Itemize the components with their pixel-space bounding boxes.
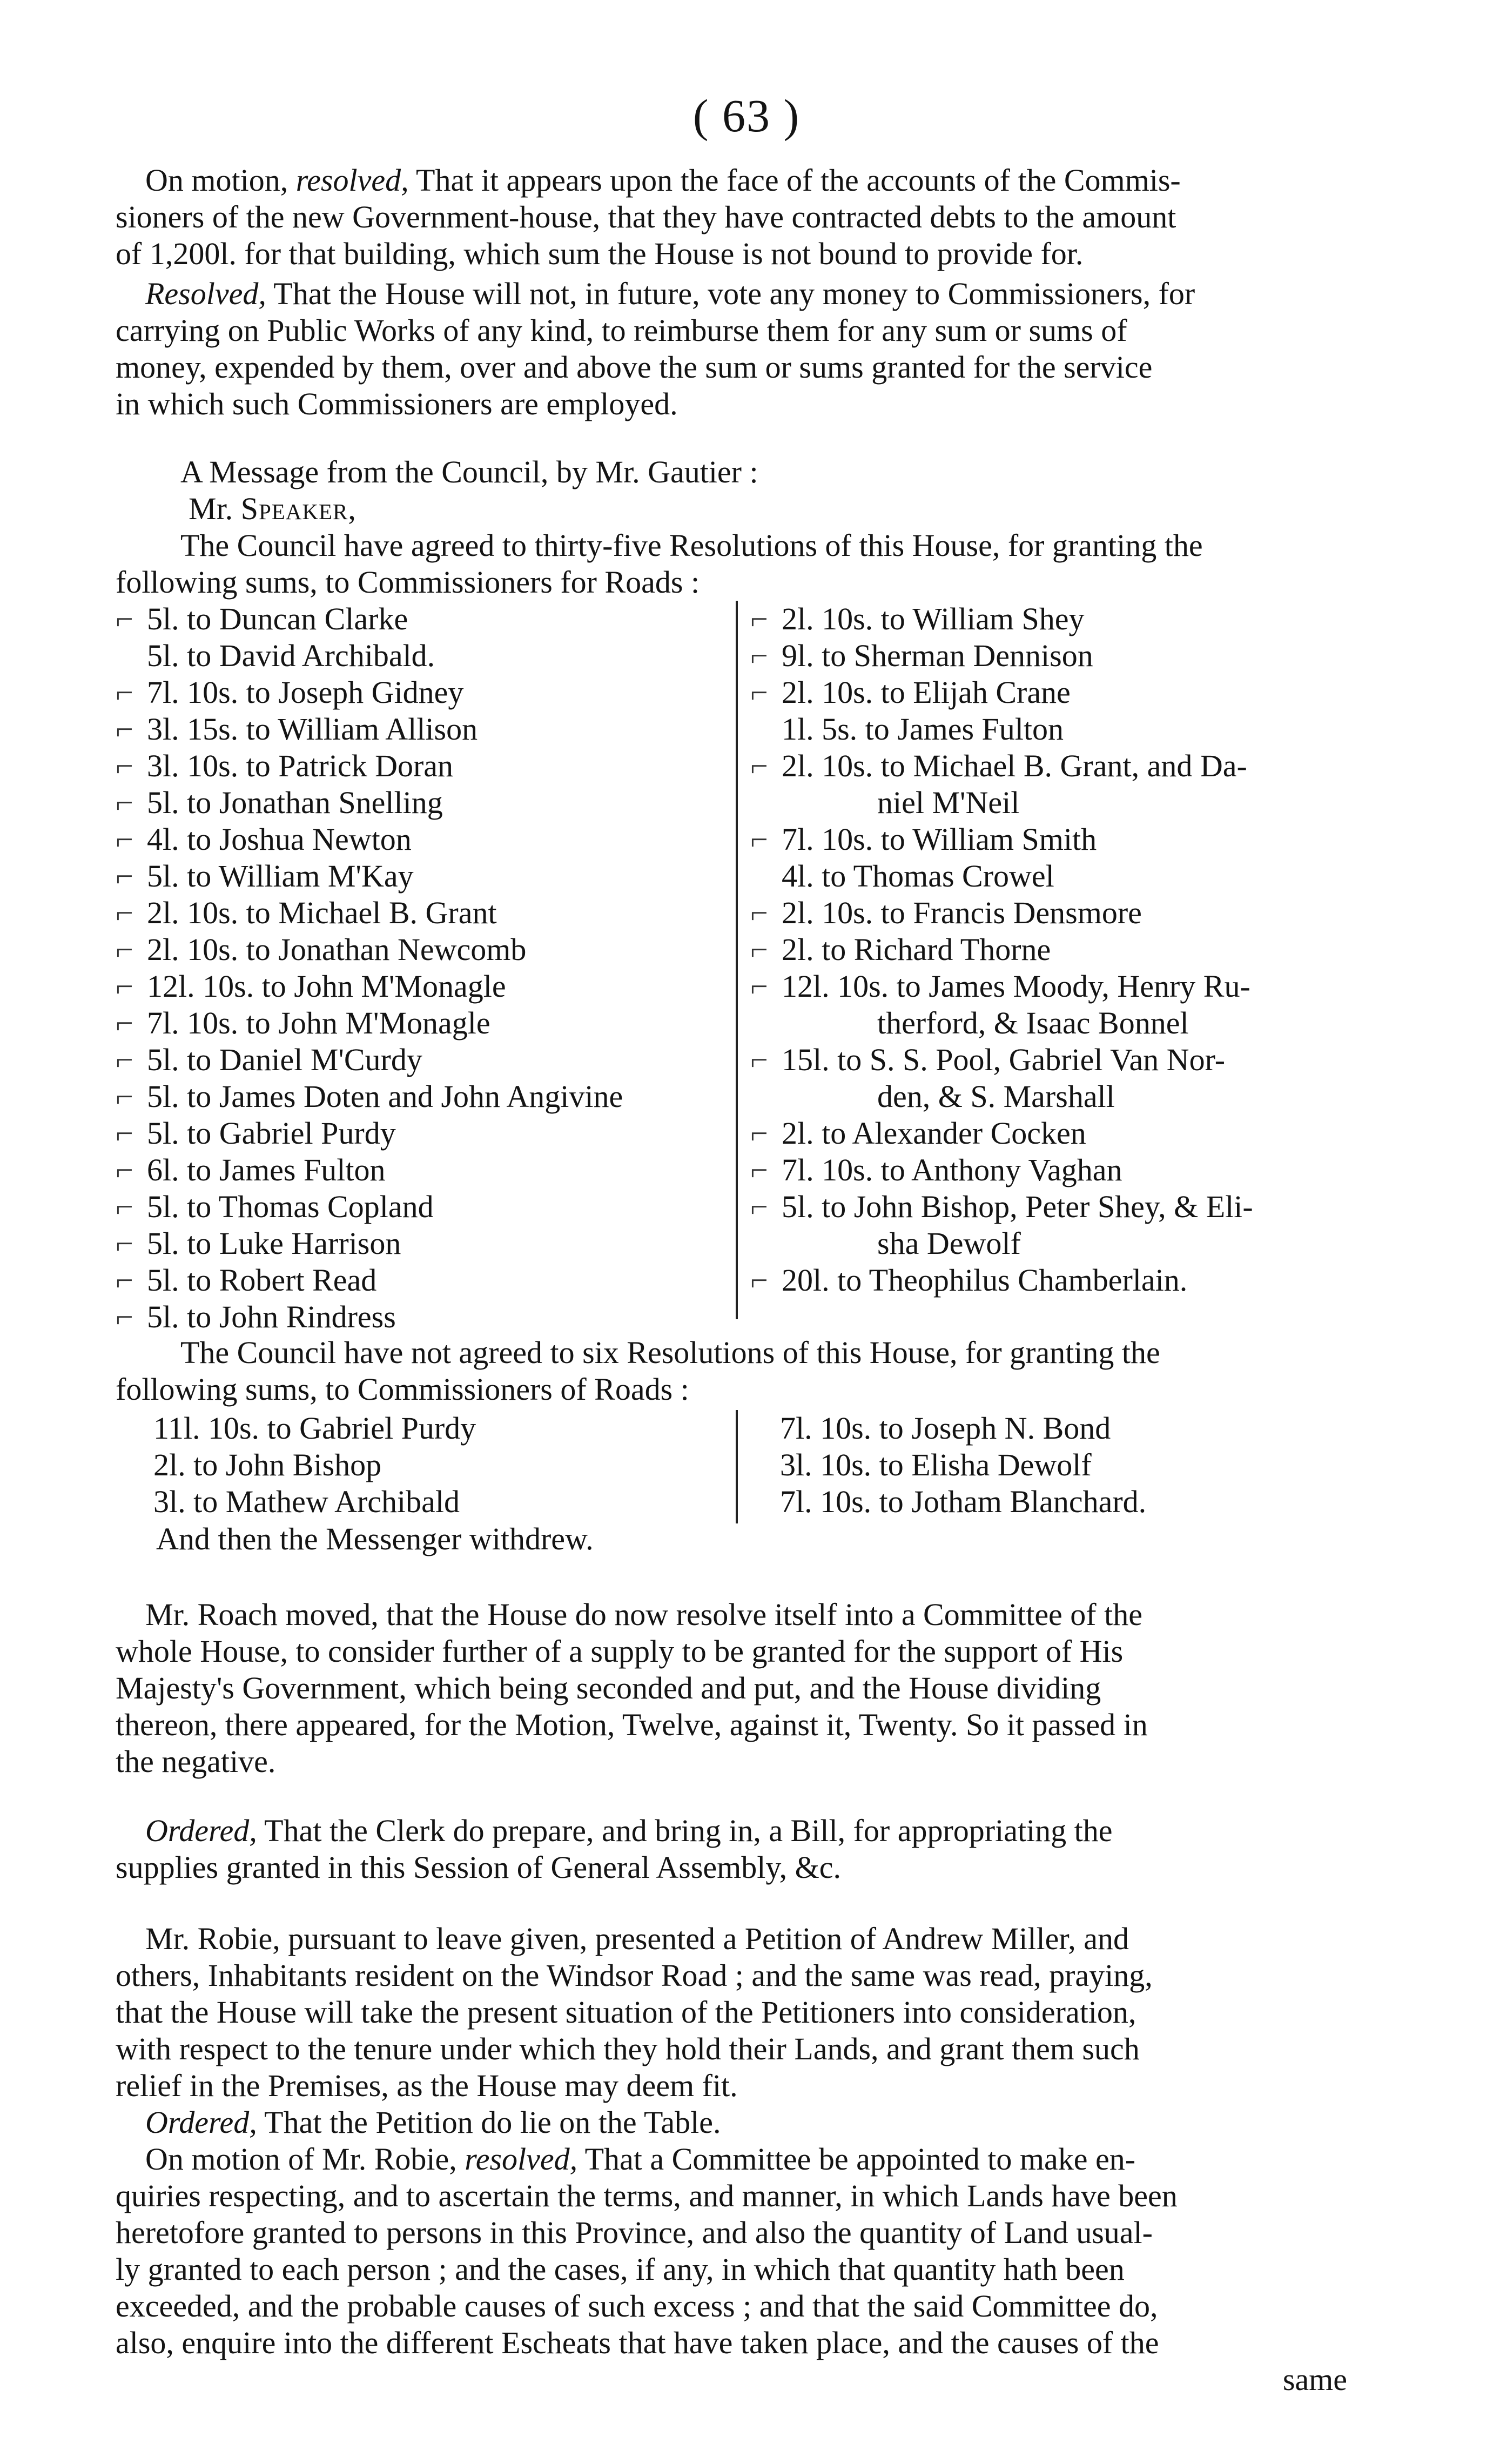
not-agreed-entry: 3l. to Mathew Archibald <box>153 1484 460 1519</box>
agreed-entry <box>116 711 726 748</box>
p2-line: That the House will not, in future, vote any money to Commissioners, for <box>266 276 1195 311</box>
clerk-line: That the Clerk do prepare, and bring in, a Bill, for appropriating the <box>257 1813 1113 1848</box>
tick-mark-icon: ⌐ <box>116 1189 133 1224</box>
not-agreed-entry: 7l. 10s. to Joseph N. Bond <box>780 1411 1111 1446</box>
agreed-entry <box>116 1262 726 1299</box>
tick-mark-icon: ⌐ <box>116 895 133 930</box>
messenger-withdrew <box>116 1521 1358 1557</box>
agreed-entry-text: 5l. to Jonathan Snelling <box>147 785 443 820</box>
agreed-entry <box>750 1115 1358 1152</box>
clerk-ordered: Ordered, <box>145 1813 257 1848</box>
paragraph-clerk-order <box>116 1812 1358 1886</box>
not-agreed-entry: 3l. 10s. to Elisha Dewolf <box>780 1447 1092 1482</box>
table-ordered: Ordered, <box>145 2105 257 2140</box>
table-line: That the Petition do lie on the Table. <box>257 2105 721 2140</box>
tick-mark-icon: ⌐ <box>116 822 133 857</box>
tick-mark-icon: ⌐ <box>116 1263 133 1298</box>
agreed-entry-text: 5l. to William M'Kay <box>147 858 414 894</box>
agreed-entry-text: 9l. to Sherman Dennison <box>782 638 1093 673</box>
agreed-entry-text: den, & S. Marshall <box>877 1079 1115 1114</box>
page-number: ( 63 ) <box>692 90 801 142</box>
p1-line: That it appears upon the face of the accounts of the Commis- <box>408 163 1181 198</box>
p1-resolved: resolved, <box>295 163 409 198</box>
roach-line: Majesty's Government, which being seconded and put, and the House dividing <box>116 1670 1101 1706</box>
motion-resolved: resolved, <box>465 2141 578 2177</box>
agreed-entry-text: 3l. 10s. to Patrick Doran <box>147 748 454 783</box>
paragraph-robie-motion <box>116 2141 1358 2398</box>
agreed-entry-text: 2l. 10s. to Elijah Crane <box>782 675 1071 710</box>
roach-line: Mr. Roach moved, that the House do now resolve itself into a Committee of the <box>145 1597 1142 1632</box>
robie-line: others, Inhabitants resident on the Windsor Road ; and the same was read, praying, <box>116 1958 1153 1993</box>
agreed-entry <box>750 601 1358 637</box>
agreed-entry <box>750 637 1358 674</box>
tick-mark-icon: ⌐ <box>750 895 768 930</box>
tick-mark-icon: ⌐ <box>750 822 768 857</box>
paragraph-roach-motion <box>116 1596 1358 1780</box>
agreed-intro-line: The Council have agreed to thirty-five Resolutions of this House, for granting the <box>180 528 1203 563</box>
agreed-entry <box>116 1042 726 1078</box>
motion-line: That a Committee be appointed to make en- <box>577 2141 1136 2177</box>
agreed-entry <box>116 1152 726 1189</box>
agreed-entry <box>116 637 726 674</box>
agreed-entry <box>116 858 726 895</box>
not-agreed-entry: 11l. 10s. to Gabriel Purdy <box>153 1411 476 1446</box>
agreed-entry <box>750 784 1358 821</box>
agreed-entry-text: 7l. 10s. to William Smith <box>782 822 1097 857</box>
paragraph-resolved-public-works <box>116 276 1358 422</box>
agreed-left-column <box>116 601 726 1335</box>
roach-line: the negative. <box>116 1744 276 1779</box>
speaker-address: Speaker, <box>240 491 357 526</box>
agreed-entry <box>116 1189 726 1225</box>
tick-mark-icon: ⌐ <box>116 1116 133 1151</box>
agreed-entry-text: 5l. to James Doten and John Angivine <box>147 1079 623 1114</box>
motion-line: also, enquire into the different Escheats that have taken place, and the causes of the <box>116 2325 1159 2360</box>
tick-mark-icon: ⌐ <box>116 711 133 747</box>
catchword: same <box>1282 2362 1347 2397</box>
agreed-entry-text: 2l. to Alexander Cocken <box>782 1116 1086 1151</box>
agreed-entry <box>116 748 726 784</box>
tick-mark-icon: ⌐ <box>116 969 133 1004</box>
agreed-entry <box>750 1005 1358 1042</box>
withdrew-line: And then the Messenger withdrew. <box>156 1521 594 1556</box>
agreed-entry <box>750 931 1358 968</box>
agreed-entry-text: 7l. 10s. to John M'Monagle <box>147 1005 490 1040</box>
tick-mark-icon: ⌐ <box>750 932 768 967</box>
tick-mark-icon: ⌐ <box>750 1189 768 1224</box>
agreed-entry-text: 7l. 10s. to Anthony Vaghan <box>782 1152 1122 1187</box>
not-agreed-entry: 2l. to John Bishop <box>153 1447 382 1482</box>
agreed-entry <box>116 968 726 1005</box>
tick-mark-icon: ⌐ <box>116 1005 133 1040</box>
agreed-entry <box>750 858 1358 895</box>
motion-line: exceeded, and the probable causes of such excess ; and that the said Committee do, <box>116 2288 1158 2324</box>
roach-line: whole House, to consider further of a supply to be granted for the support of His <box>116 1634 1124 1669</box>
agreed-entry-text: 1l. 5s. to James Fulton <box>782 711 1064 747</box>
motion-line: ly granted to each person ; and the cases, if any, in which that quantity hath been <box>116 2252 1125 2287</box>
not-agreed-intro <box>116 1334 1358 1408</box>
agreed-entry-text: 3l. 15s. to William Allison <box>147 711 478 747</box>
agreed-entry-text: 6l. to James Fulton <box>147 1152 386 1187</box>
tick-mark-icon: ⌐ <box>750 1042 768 1077</box>
agreed-entry <box>750 1262 1358 1299</box>
agreed-entry-text: 2l. to Richard Thorne <box>782 932 1051 967</box>
agreed-entry <box>750 1189 1358 1225</box>
agreed-entry-text: 2l. 10s. to Michael B. Grant, and Da- <box>782 748 1247 783</box>
tick-mark-icon: ⌐ <box>750 748 768 783</box>
agreed-entry <box>750 1152 1358 1189</box>
agreed-entry-text: 4l. to Joshua Newton <box>147 822 412 857</box>
robie-line: Mr. Robie, pursuant to leave given, presented a Petition of Andrew Miller, and <box>145 1921 1129 1956</box>
agreed-entry-text: 12l. 10s. to James Moody, Henry Ru- <box>782 969 1250 1004</box>
agreed-entry <box>116 1005 726 1042</box>
agreed-entry-text: 2l. 10s. to Francis Densmore <box>782 895 1142 930</box>
agreed-entry <box>750 1042 1358 1078</box>
tick-mark-icon: ⌐ <box>750 1152 768 1187</box>
p1-line: of 1,200l. for that building, which sum the House is not bound to provide for. <box>116 236 1084 271</box>
agreed-entry-text: therford, & Isaac Bonnel <box>877 1005 1189 1040</box>
agreed-entry-text: 2l. 10s. to Michael B. Grant <box>147 895 497 930</box>
motion-prefix: On motion of Mr. Robie, <box>145 2141 465 2177</box>
not-agreed-right-column <box>780 1410 1388 1520</box>
paragraph-resolved-debts <box>116 162 1358 272</box>
not-agreed-line: following sums, to Commissioners of Roads : <box>116 1372 689 1407</box>
agreed-entry-text: 5l. to John Bishop, Peter Shey, & Eli- <box>782 1189 1253 1224</box>
tick-mark-icon: ⌐ <box>116 932 133 967</box>
agreed-entry <box>116 674 726 711</box>
agreed-entry <box>116 784 726 821</box>
paragraph-robie-petition <box>116 1921 1358 2141</box>
not-agreed-left-column <box>153 1410 764 1520</box>
agreed-entry-text: 12l. 10s. to John M'Monagle <box>147 969 506 1004</box>
agreed-entry <box>116 1115 726 1152</box>
agreed-entry-text: niel M'Neil <box>877 785 1020 820</box>
p2-resolved: Resolved, <box>145 276 266 311</box>
tick-mark-icon: ⌐ <box>116 601 133 636</box>
agreed-entry-text: 5l. to Daniel M'Curdy <box>147 1042 422 1077</box>
agreed-entry-text: 5l. to David Archibald. <box>147 638 435 673</box>
agreed-intro-line: following sums, to Commissioners for Roads : <box>116 565 700 600</box>
agreed-entry-text: sha Dewolf <box>877 1226 1021 1261</box>
speaker-prefix: Mr. <box>189 491 241 526</box>
agreed-entry-text: 7l. 10s. to Joseph Gidney <box>147 675 464 710</box>
tick-mark-icon: ⌐ <box>750 638 768 673</box>
tick-mark-icon: ⌐ <box>750 601 768 636</box>
agreed-entry <box>750 821 1358 858</box>
tick-mark-icon: ⌐ <box>116 1042 133 1077</box>
tick-mark-icon: ⌐ <box>116 748 133 783</box>
tick-mark-icon: ⌐ <box>116 785 133 820</box>
robie-line: that the House will take the present situation of the Petitioners into consideration, <box>116 1995 1136 2030</box>
agreed-entry <box>116 1078 726 1115</box>
agreed-entry-text: 2l. 10s. to Jonathan Newcomb <box>147 932 527 967</box>
tick-mark-icon: ⌐ <box>116 675 133 710</box>
agreed-entry <box>116 895 726 931</box>
agreed-entry-text: 5l. to Robert Read <box>147 1263 377 1298</box>
not-agreed-entry: 7l. 10s. to Jotham Blanchard. <box>780 1484 1147 1519</box>
agreed-entry <box>116 1225 726 1262</box>
agreed-entry <box>116 601 726 637</box>
agreed-entry-text: 5l. to Gabriel Purdy <box>147 1116 396 1151</box>
agreed-entry-text: 5l. to Thomas Copland <box>147 1189 434 1224</box>
agreed-entry <box>750 674 1358 711</box>
agreed-entry-text: 20l. to Theophilus Chamberlain. <box>782 1263 1188 1298</box>
agreed-entry <box>116 1299 726 1335</box>
column-divider <box>736 601 738 1319</box>
tick-mark-icon: ⌐ <box>116 858 133 894</box>
motion-line: quiries respecting, and to ascertain the terms, and manner, in which Lands have been <box>116 2178 1178 2213</box>
tick-mark-icon: ⌐ <box>116 1226 133 1261</box>
agreed-entry <box>750 1078 1358 1115</box>
tick-mark-icon: ⌐ <box>750 1116 768 1151</box>
agreed-entry-text: 5l. to John Rindress <box>147 1299 396 1334</box>
robie-line: relief in the Premises, as the House may deem fit. <box>116 2068 738 2103</box>
agreed-entry <box>750 1225 1358 1262</box>
motion-line: heretofore granted to persons in this Province, and also the quantity of Land usual- <box>116 2215 1153 2250</box>
p1-line: sioners of the new Government-house, that they have contracted debts to the amount <box>116 199 1176 234</box>
agreed-entry <box>116 821 726 858</box>
tick-mark-icon: ⌐ <box>750 969 768 1004</box>
clerk-line: supplies granted in this Session of General Assembly, &c. <box>116 1850 841 1885</box>
agreed-entry-text: 5l. to Duncan Clarke <box>147 601 408 636</box>
tick-mark-icon: ⌐ <box>116 1299 133 1334</box>
agreed-entry-text: 5l. to Luke Harrison <box>147 1226 401 1261</box>
agreed-entry-text: 4l. to Thomas Crowel <box>782 858 1054 894</box>
agreed-entry <box>750 895 1358 931</box>
roach-line: thereon, there appeared, for the Motion, Twelve, against it, Twenty. So it passed in <box>116 1707 1148 1742</box>
agreed-entry <box>750 748 1358 784</box>
p2-line: in which such Commissioners are employed. <box>116 386 678 421</box>
agreed-entry <box>116 931 726 968</box>
agreed-entry <box>750 711 1358 748</box>
tick-mark-icon: ⌐ <box>750 675 768 710</box>
tick-mark-icon: ⌐ <box>116 1152 133 1187</box>
p2-line: money, expended by them, over and above the sum or sums granted for the service <box>116 350 1153 385</box>
p1-prefix: On motion, <box>145 163 296 198</box>
robie-line: with respect to the tenure under which they hold their Lands, and grant them such <box>116 2031 1140 2066</box>
message-heading: A Message from the Council, by Mr. Gautier : <box>180 454 758 489</box>
not-agreed-line: The Council have not agreed to six Resolutions of this House, for granting the <box>180 1335 1160 1370</box>
column-divider <box>736 1410 738 1523</box>
tick-mark-icon: ⌐ <box>750 1263 768 1298</box>
agreed-entry-text: 15l. to S. S. Pool, Gabriel Van Nor- <box>782 1042 1226 1077</box>
p2-line: carrying on Public Works of any kind, to reimburse them for any sum or sums of <box>116 313 1127 348</box>
agreed-entry-text: 2l. 10s. to William Shey <box>782 601 1085 636</box>
tick-mark-icon: ⌐ <box>116 1079 133 1114</box>
council-message <box>116 454 1358 601</box>
agreed-right-column <box>750 601 1358 1299</box>
agreed-entry <box>750 968 1358 1005</box>
